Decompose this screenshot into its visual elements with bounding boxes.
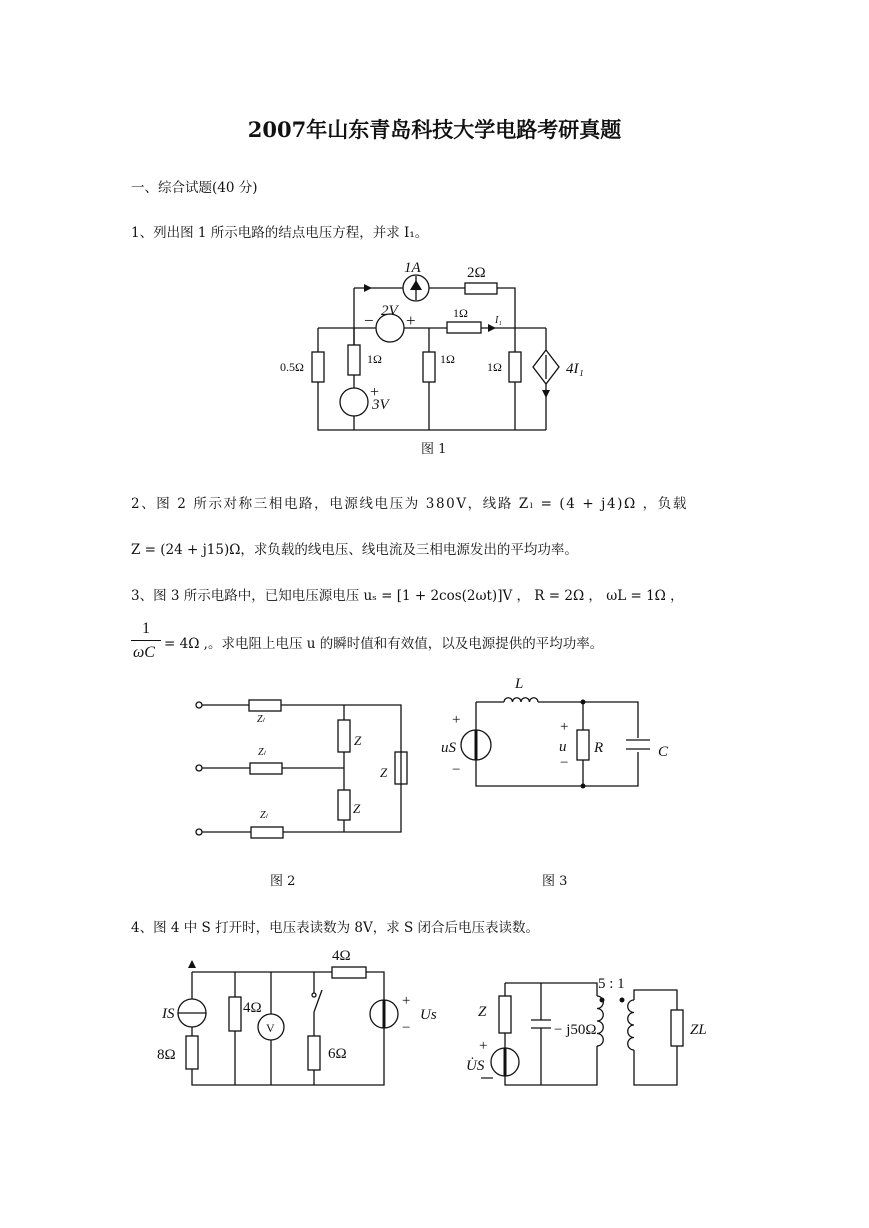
label-1ohm-top: 1Ω xyxy=(453,306,468,320)
label-zl-2: Zₗ xyxy=(258,747,266,758)
sign-minus-us: − xyxy=(452,762,461,778)
sign-minus-us4: − xyxy=(402,1020,411,1036)
voltmeter-icon: V xyxy=(266,1021,275,1035)
question-3-line-2: = 4Ω ,。求电阻上电压 u 的瞬时值和有效值，以及电源提供的平均功率。 xyxy=(164,636,604,652)
question-3-line-1: 3、图 3 所示电路中，已知电压源电压 uₛ = [1 + 2cos(2ωt)]V ， R = 2Ω ， ωL = 1Ω ， xyxy=(131,588,684,604)
label-L: L xyxy=(515,676,524,692)
label-3v: 3V xyxy=(372,397,389,413)
label-z-3: Z xyxy=(353,801,361,816)
label-8ohm: 8Ω xyxy=(157,1047,176,1063)
question-2-line-2: Z = (24 + j15)Ω，求负载的线电压、线电流及三相电源发出的平均功率。 xyxy=(131,542,578,558)
label-j50: − j50Ω xyxy=(554,1022,597,1038)
label-C: C xyxy=(658,744,669,760)
label-is: IS xyxy=(162,1006,175,1022)
sign-plus-us4: + xyxy=(402,993,411,1009)
section-heading: 一、综合试题(40 分) xyxy=(131,180,258,196)
label-zl-1: Zₗ xyxy=(257,714,265,725)
figure-3-caption: 图 3 xyxy=(542,874,568,889)
fraction-numerator: 1 xyxy=(142,620,150,637)
label-R: R xyxy=(594,740,604,756)
sign-plus: + xyxy=(406,311,416,330)
figure-1-caption: 图 1 xyxy=(421,442,447,457)
page-title: 2007年山东青岛科技大学电路考研真题 xyxy=(247,117,622,142)
label-4ohm: 4Ω xyxy=(243,1000,262,1016)
label-2ohm: 2Ω xyxy=(467,265,486,281)
label-u: u xyxy=(559,739,567,755)
label-i1: I₁ xyxy=(495,315,502,326)
label-1ohm-c: 1Ω xyxy=(487,360,502,374)
fraction-denominator: ωC xyxy=(133,644,155,661)
question-2-line-1: 2、图 2 所示对称三相电路，电源线电压为 380V，线路 Zₗ = (4 + j4)Ω ，负载 xyxy=(131,496,688,512)
label-6ohm: 6Ω xyxy=(328,1046,347,1062)
label-1ohm-a: 1Ω xyxy=(367,352,382,366)
sign-plus-3v: + xyxy=(370,384,380,401)
sign-plus-us: + xyxy=(452,712,461,728)
sign-minus-u: − xyxy=(560,755,569,771)
label-z4: Z xyxy=(478,1004,487,1020)
label-1ohm-b: 1Ω xyxy=(440,352,455,366)
label-ratio: 5 : 1 xyxy=(598,976,625,992)
label-4i1: 4I₁ xyxy=(566,361,584,377)
label-us: uS xyxy=(441,740,456,756)
label-1a: 1A xyxy=(404,260,421,276)
label-zl-3: Zₗ xyxy=(260,810,268,821)
question-1: 1、列出图 1 所示电路的结点电压方程，并求 I₁。 xyxy=(131,225,429,241)
figure-2-caption: 图 2 xyxy=(270,874,296,889)
label-z-1: Z xyxy=(354,733,362,748)
label-z-2: Z xyxy=(380,765,388,780)
label-us4: Us xyxy=(420,1007,437,1023)
label-4ohm-top: 4Ω xyxy=(332,948,351,964)
question-4: 4、图 4 中 S 打开时，电压表读数为 8V，求 S 闭合后电压表读数。 xyxy=(131,920,540,936)
label-us-dot: U̇S xyxy=(466,1058,485,1074)
label-2v: 2V xyxy=(381,303,398,319)
label-05ohm: 0.5Ω xyxy=(280,360,304,374)
sign-minus: − xyxy=(364,311,374,330)
label-zl4: ZL xyxy=(690,1022,707,1038)
sign-plus-u: + xyxy=(560,719,569,735)
sign-plus-us-dot: + xyxy=(479,1038,488,1054)
